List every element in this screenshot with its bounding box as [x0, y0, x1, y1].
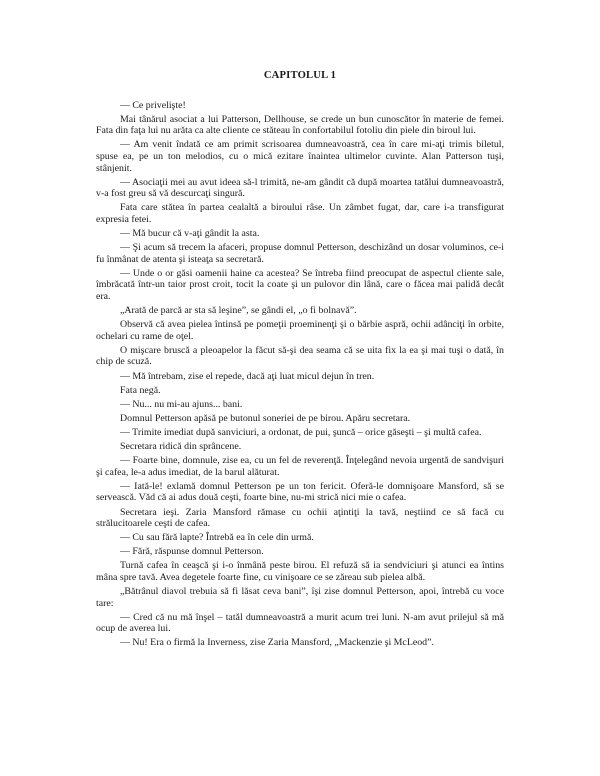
paragraph-text: — Unde o or găsi oamenii haine ca acestea? Se întreba fiind preocupat de aspectul cliente sale, îmbrăcată într-un taior prost croit, tocit la coate şi un pulovor din lână, care o făcea mai palidă decât era.	[96, 267, 504, 302]
paragraph-text: — Asociaţii mei au avut ideea să-l trimită, ne-am gândit că după moartea tatălui dumneavoastră, v-a fost greu să vă descurcaţi singură.	[96, 176, 504, 200]
paragraph	[96, 413, 504, 425]
paragraph	[96, 305, 504, 317]
paragraph-text: „Bătrânul diavol trebuia să fi lăsat ceva bani”, îşi zise domnul Petterson, apoi, întrebă cu voce tare:	[96, 586, 504, 609]
paragraph-text: — Ce privelişte!	[120, 99, 186, 111]
paragraph	[96, 371, 504, 383]
body-text	[96, 100, 504, 649]
paragraph-text: Turnă cafea în ceaşcă şi i-o înmână peste birou. El refuză să ia sendviciuri şi atunci ea întins mâna spre tavă. Avea degetele foarte fine, cu vinişoare ce se zăreau sub pielea albă.	[96, 560, 504, 583]
paragraph-text: „Arată de parcă ar sta să leşine”, se gândi el, „o fi bolnavă”.	[120, 305, 357, 317]
paragraph-text: Observă că avea pielea întinsă pe pomeţii proeminenţi şi o bărbie aspră, ochii adânciţi în orbite, ochelari cu rame de oţel.	[96, 319, 504, 342]
paragraph-text: — Şi acum să trecem la afaceri, propuse domnul Petterson, deschizând un dosar voluminos, ce-i fu înmânat de atenta şi isteaţa sa secretară.	[96, 242, 504, 265]
chapter-title: CAPITOLUL 1	[263, 70, 337, 81]
paragraph	[96, 560, 504, 583]
paragraph-text: — Iată-le! exlamă domnul Petterson pe un ton fericit. Oferă-le domnişoare Mansford, să se servească. Văd că ai adus două ceşti, foarte bine, nu-mi strică nici mie o cafea.	[96, 480, 504, 504]
paragraph	[96, 177, 504, 200]
paragraph-text: Secretara ieşi. Zaria Mansford rămase cu ochii aţintiţi la tavă, neştiind ce să facă cu strălucitoarele ceşti de cafea.	[96, 506, 504, 530]
paragraph	[96, 586, 504, 609]
paragraph	[96, 481, 504, 504]
paragraph	[96, 612, 504, 635]
paragraph-text: Mai tânărul asociat a lui Patterson, Dellhouse, se crede un bun cunoscător în materie de femei. Fata din faţa lui nu arăta ca alte cliente ce stăteau în confortabilul fotoliu din piele din biroul lui.	[96, 113, 504, 137]
paragraph	[96, 268, 504, 303]
paragraph-text: — Nu! Era o firmă la Inverness, zise Zaria Mansford, „Mackenzie şi McLeod”.	[120, 637, 434, 649]
paragraph	[96, 441, 504, 453]
paragraph-text: Domnul Petterson apăsă pe butonul soneriei de pe birou. Apăru secretara.	[120, 412, 411, 424]
paragraph-text: Secretara ridică din sprâncene.	[120, 441, 242, 453]
paragraph	[96, 399, 504, 411]
paragraph	[96, 637, 504, 649]
paragraph-text: Fata care stătea în partea cealaltă a biroului râse. Un zâmbet fugat, dar, care i-a transfigurat expresia fetei.	[96, 202, 504, 225]
paragraph-text: Fata negă.	[120, 384, 161, 396]
paragraph	[96, 114, 504, 137]
paragraph	[96, 532, 504, 544]
paragraph-text: — Mă bucur că v-aţi gândit la asta.	[120, 228, 260, 240]
paragraph	[96, 385, 504, 397]
paragraph-text: — Trimite imediat după sanviciuri, a ordonat, de pui, şuncă – orice găseşti – şi multă cafea.	[120, 426, 482, 438]
paragraph-text: — Fără, răspunse domnul Petterson.	[120, 546, 264, 558]
paragraph	[96, 345, 504, 368]
paragraph-text: — Nu... nu mi-au ajuns... bani.	[120, 398, 243, 410]
paragraph	[96, 507, 504, 530]
paragraph	[96, 455, 504, 478]
paragraph-text: — Mă întrebam, zise el repede, dacă aţi luat micul dejun în tren.	[120, 370, 375, 382]
paragraph	[96, 546, 504, 558]
paragraph-text: — Cu sau fără lapte? Întrebă ea în cele din urmă.	[120, 532, 314, 544]
paragraph-text: — Foarte bine, domnule, zise ea, cu un fel de reverenţă. Înţelegând nevoia urgentă de sandvişuri şi cafea, le-a adus imediat, de la barul alăturat.	[96, 455, 504, 478]
paragraph	[96, 202, 504, 225]
paragraph	[96, 427, 504, 439]
paragraph	[96, 242, 504, 265]
document-page	[96, 70, 504, 652]
paragraph-text: O mişcare bruscă a pleoapelor la făcut să-şi dea seama că se uita fix la ea şi mai tuşi o dată, în chip de scuză.	[96, 344, 504, 368]
paragraph	[96, 139, 504, 174]
paragraph-text: — Am venit îndată ce am primit scrisoarea dumneavoastră, cea în care mi-aţi trimis biletul, spuse ea, pe un ton melodios, cu o mică ezitare înaintea ultimelor cuvinte. Alan Patterson tuşi, stânjenit.	[96, 139, 504, 174]
paragraph	[96, 100, 504, 112]
paragraph	[96, 228, 504, 240]
paragraph	[96, 319, 504, 342]
paragraph-text: — Cred că nu mă înşel – tatăl dumneavoastră a murit acum trei luni. N-am avut prilejul să mă ocup de averea lui.	[96, 611, 504, 635]
